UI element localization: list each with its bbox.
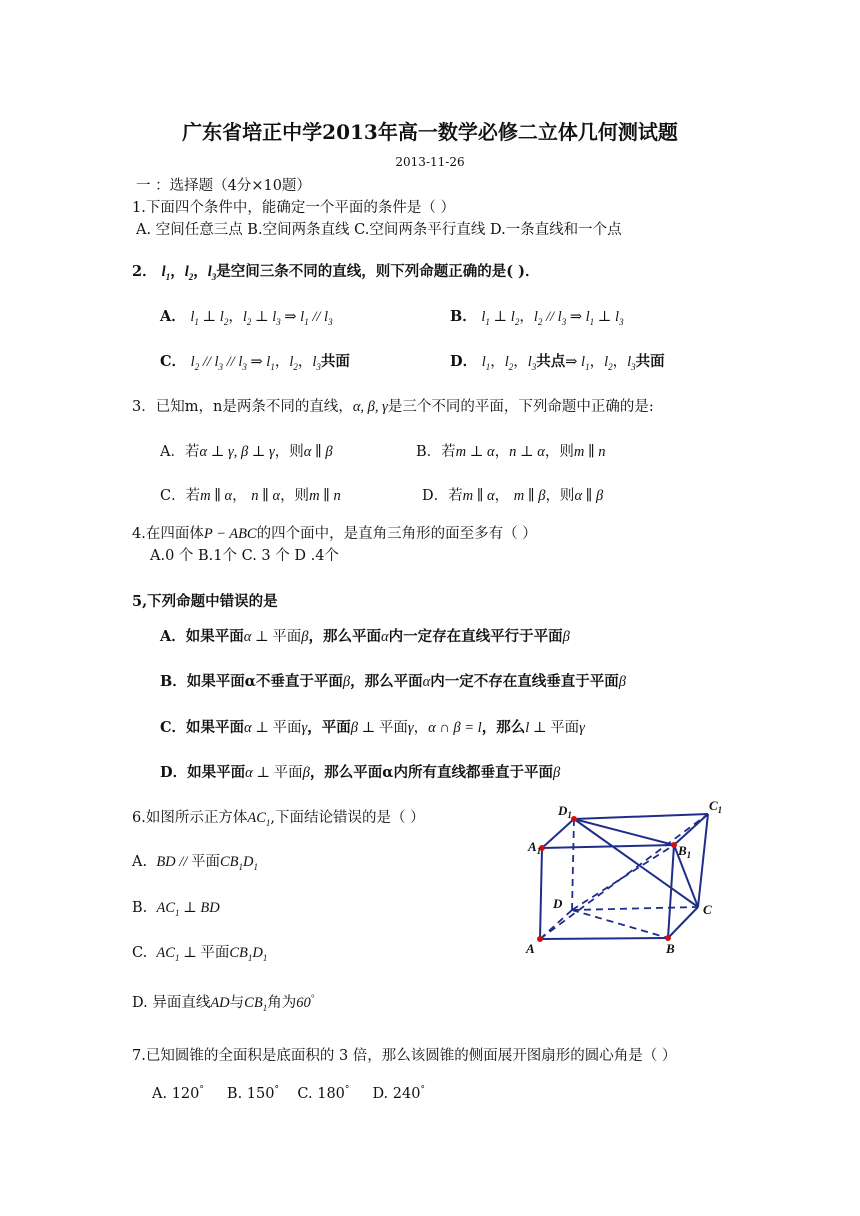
label-b: B: [666, 941, 675, 956]
label-c1: $C_1$: [709, 798, 723, 815]
label-d: D: [553, 896, 563, 911]
edge-a1a: [540, 848, 542, 939]
diag-d1b1: [574, 819, 674, 845]
label-c: C: [703, 902, 712, 917]
q5-option-d: D．如果平面α ⊥ 平面β，那么平面α内所有直线都垂直于平面β: [160, 764, 561, 781]
q3-option-a: A．若α ⊥ γ, β ⊥ γ，则α ∥ β: [160, 444, 333, 460]
q6-option-b: B. $AC_1$ ⊥ BD: [132, 900, 220, 918]
label-a: A: [526, 941, 535, 956]
point-a: [537, 936, 543, 942]
q3-option-c: C．若m ∥ α， n ∥ α，则m ∥ n: [160, 488, 341, 504]
q6-option-a: A. BD // 平面$CB_1D_1$: [132, 854, 258, 872]
q6-stem: 6.如图所示正方体$AC_1$,下面结论错误的是（ ）: [132, 810, 425, 828]
q1-stem: 1.下面四个条件中，能确定一个平面的条件是（ ）: [132, 200, 455, 216]
edge-b1b: [668, 845, 674, 938]
point-b1: [671, 842, 677, 848]
edge-a1b1: [542, 845, 674, 848]
page-title: 广东省培正中学2013年高一数学必修二立体几何测试题: [182, 120, 678, 144]
q4-options: A.0 个 B.1个 C. 3 个 D .4个: [150, 548, 339, 564]
q2-option-a: A． $l_1$ ⊥ $l_2$，$l_2$ ⊥ $l_3$ ⇒ $l_1 // l_3$: [160, 308, 333, 327]
section-heading: 一 ：选择题（4分×10题）: [136, 178, 311, 194]
edge-d1d-hidden: [572, 819, 574, 910]
q2-stem: 2． $l_1$，$l_2$，$l_3$是空间三条不同的直线，则下列命题正确的是( )．: [132, 263, 540, 282]
q1-options: A. 空间任意三点 B.空间两条直线 C.空间两条平行直线 D.一条直线和一个点: [136, 222, 622, 238]
q2-option-c: C． $l_2 // l_3 // l_3$ ⇒ $l_1$，$l_2$，$l_3$共面: [160, 353, 350, 372]
q4-stem: 4.在四面体P − ABC的四个面中，是直角三角形的面至多有（ ）: [132, 526, 537, 542]
label-b1: $B_1$: [678, 843, 692, 860]
q5-option-a: A．如果平面α ⊥ 平面β，那么平面α内一定存在直线平行于平面β: [160, 628, 570, 645]
label-d1: $D_1$: [558, 803, 572, 820]
q6-option-c: C. $AC_1$ ⊥ 平面$CB_1D_1$: [132, 945, 268, 963]
date: 2013-11-26: [395, 155, 465, 169]
diag-db-hidden: [572, 910, 668, 938]
q7-options: A. 120° B. 150° C. 180° D. 240°: [152, 1085, 425, 1102]
edge-d1a1: [542, 819, 574, 848]
point-d1: [571, 816, 577, 822]
q5-option-c: C．如果平面α ⊥ 平面γ，平面β ⊥ 平面γ，α ∩ β = l，那么l ⊥ 平面γ: [160, 719, 585, 736]
label-a1: $A_1$: [528, 839, 542, 856]
cube-figure: [520, 795, 735, 960]
edge-cc1: [698, 814, 708, 907]
diag-d1c: [574, 819, 698, 907]
q3-option-d: D．若m ∥ α， m ∥ β，则α ∥ β: [422, 488, 604, 504]
edge-b1c1: [674, 814, 708, 845]
edge-c1d1: [574, 814, 708, 819]
q7-stem: 7.已知圆锥的全面积是底面积的 3 倍，那么该圆锥的侧面展开图扇形的圆心角是（ ）: [132, 1048, 677, 1064]
q6-option-d: D. 异面直线AD与$CB_1$角为60°: [132, 993, 315, 1013]
edge-bc: [668, 907, 698, 938]
q3-option-b: B．若m ⊥ α，n ⊥ α，则m ∥ n: [416, 444, 606, 460]
q2-option-b: B． $l_1$ ⊥ $l_2$，$l_2 // l_3$ ⇒ $l_1$ ⊥ $l_3$: [450, 308, 624, 327]
q2-option-d: D． $l_1$，$l_2$，$l_3$共点⇒ $l_1$，$l_2$，$l_3$共面: [450, 353, 665, 372]
q5-stem: 5,下列命题中错误的是: [132, 593, 278, 610]
edge-dc-hidden: [572, 907, 698, 910]
q3-stem: 3．已知m，n是两条不同的直线，α, β, γ是三个不同的平面，下列命题中正确的是:: [132, 399, 654, 415]
q5-option-b: B．如果平面α不垂直于平面β，那么平面α内一定不存在直线垂直于平面β: [160, 673, 627, 690]
edge-ab: [540, 938, 668, 939]
